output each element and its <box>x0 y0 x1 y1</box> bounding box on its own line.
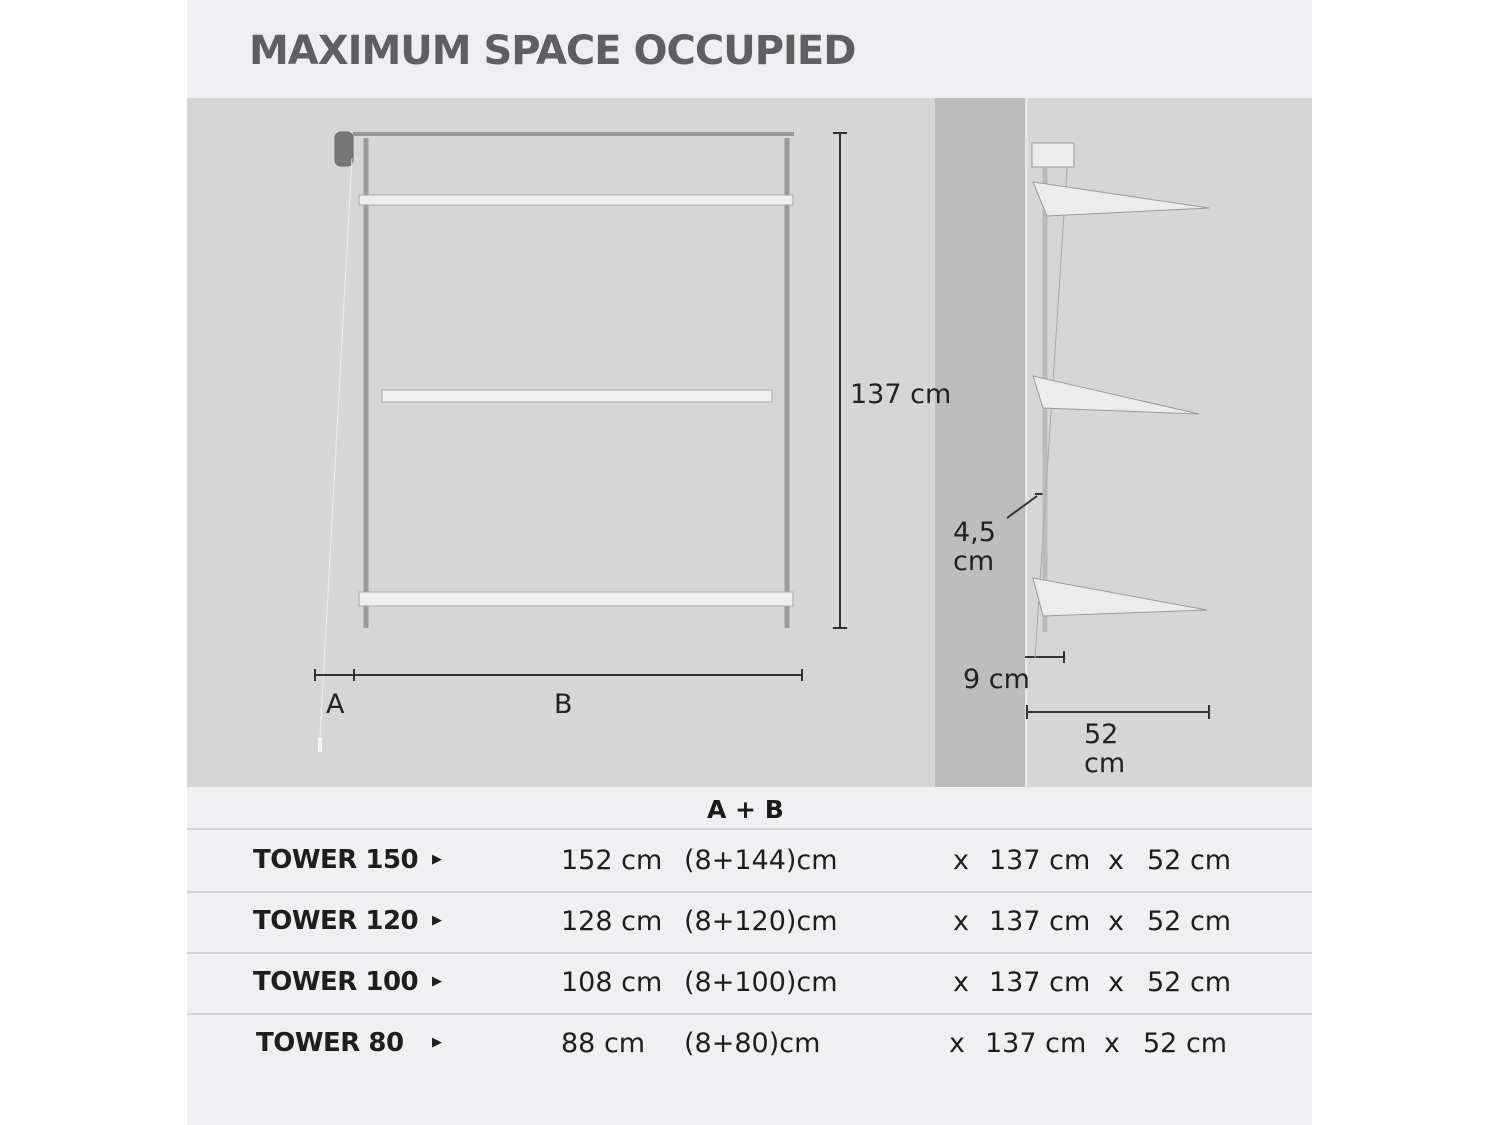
arrow-right-icon: ▶ <box>432 852 442 867</box>
model-name: TOWER 120 <box>253 906 419 936</box>
diagram-drawing <box>187 98 1312 787</box>
height-value: 137 cm <box>985 1028 1087 1059</box>
pulley-housing <box>1032 143 1074 167</box>
pulley-icon <box>335 132 353 166</box>
header-banner <box>187 0 1312 98</box>
arrow-right-icon: ▶ <box>432 913 442 928</box>
a-plus-b-header: A + B <box>707 795 784 824</box>
model-name: TOWER 100 <box>253 967 419 997</box>
arrow-right-icon: ▶ <box>432 1035 442 1050</box>
times-sign: x <box>1104 1028 1120 1059</box>
depth-value: 52 cm <box>1143 1028 1228 1059</box>
dimension-diagram <box>187 98 1312 787</box>
width-breakdown: (8+120)cm <box>684 906 838 937</box>
total-width: 152 cm <box>561 845 663 876</box>
times-sign: x <box>953 967 969 998</box>
page-title: MAXIMUM SPACE OCCUPIED <box>249 28 856 74</box>
table-row <box>187 891 1312 954</box>
side-view-rack <box>1032 143 1209 658</box>
gap-label-unit: cm <box>953 546 995 577</box>
dimension-lines <box>315 133 1209 719</box>
times-sign: x <box>953 845 969 876</box>
times-sign: x <box>949 1028 965 1059</box>
total-width: 128 cm <box>561 906 663 937</box>
times-sign: x <box>953 906 969 937</box>
height-value: 137 cm <box>989 967 1091 998</box>
table-row <box>187 952 1312 1015</box>
a-dimension-label: A <box>326 689 345 720</box>
depth-label-value: 52 <box>1084 719 1119 750</box>
offset-dimension-label: 9 cm <box>963 664 1030 695</box>
depth-value: 52 cm <box>1147 906 1232 937</box>
b-dimension-label: B <box>554 689 573 720</box>
table-row <box>187 830 1312 893</box>
gap-label-value: 4,5 <box>953 517 996 548</box>
table-row <box>187 1013 1312 1074</box>
times-sign: x <box>1108 845 1124 876</box>
model-name: TOWER 80 <box>256 1028 404 1058</box>
depth-value: 52 cm <box>1147 845 1232 876</box>
height-value: 137 cm <box>989 906 1091 937</box>
arrow-right-icon: ▶ <box>432 974 442 989</box>
total-width: 88 cm <box>561 1028 646 1059</box>
width-breakdown: (8+100)cm <box>684 967 838 998</box>
width-breakdown: (8+80)cm <box>684 1028 821 1059</box>
height-dimension-label: 137 cm <box>850 379 952 410</box>
table-header <box>187 787 1312 830</box>
height-value: 137 cm <box>989 845 1091 876</box>
total-width: 108 cm <box>561 967 663 998</box>
width-breakdown: (8+144)cm <box>684 845 838 876</box>
depth-value: 52 cm <box>1147 967 1232 998</box>
front-view-rack <box>318 132 794 752</box>
depth-label-unit: cm <box>1084 748 1126 779</box>
times-sign: x <box>1108 967 1124 998</box>
model-name: TOWER 150 <box>253 845 419 875</box>
times-sign: x <box>1108 906 1124 937</box>
dimensions-table <box>187 787 1312 1125</box>
